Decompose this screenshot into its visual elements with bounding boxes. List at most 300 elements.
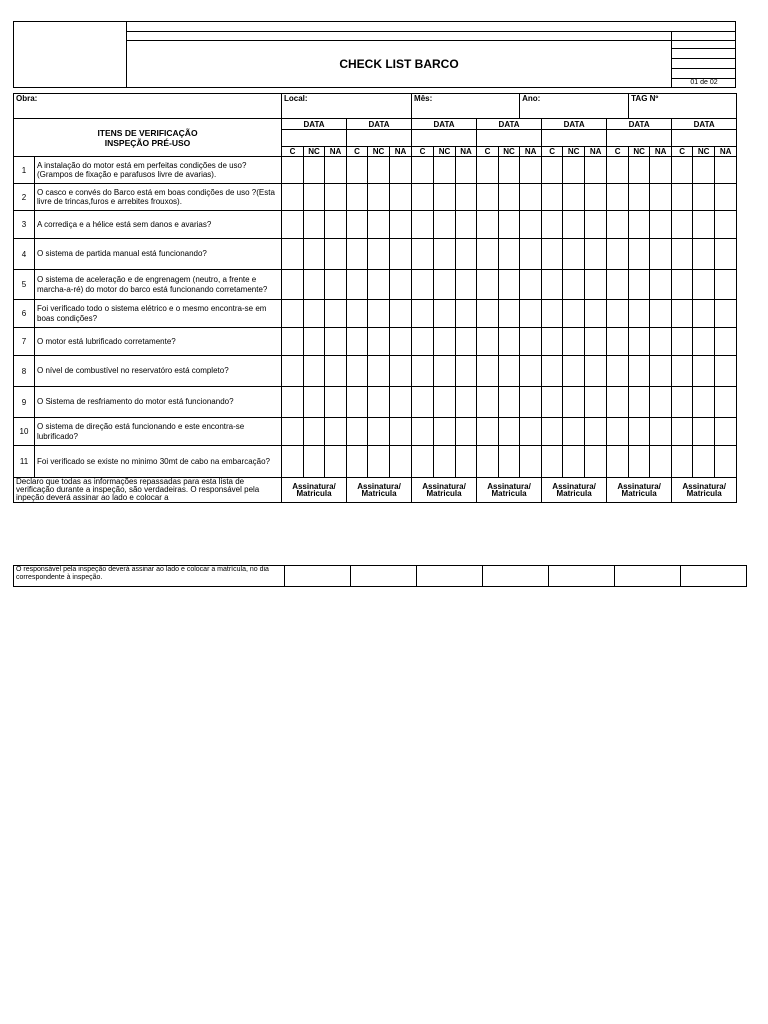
check-cell[interactable] [282,184,304,211]
check-cell[interactable] [499,356,520,387]
check-cell[interactable] [693,418,715,446]
check-cell[interactable] [542,270,563,300]
check-cell[interactable] [325,270,347,300]
col-label-c: C [412,147,434,157]
item-text: O motor está lubrificado corretamente? [35,328,282,356]
field-mes: Mês: [412,94,520,119]
signature-field[interactable] [285,566,351,587]
check-cell[interactable] [563,184,585,211]
check-cell[interactable] [304,270,325,300]
check-cell[interactable] [456,270,477,300]
check-cell[interactable] [304,157,325,184]
check-cell[interactable] [499,446,520,478]
check-cell[interactable] [693,211,715,239]
check-cell[interactable] [347,211,368,239]
check-cell[interactable] [477,446,499,478]
check-cell[interactable] [347,184,368,211]
check-cell[interactable] [412,239,434,270]
check-cell[interactable] [347,356,368,387]
check-cell[interactable] [325,328,347,356]
check-cell[interactable] [368,356,390,387]
check-cell[interactable] [672,211,693,239]
check-cell[interactable] [585,270,607,300]
check-cell[interactable] [368,157,390,184]
col-label-c: C [282,147,304,157]
header-line [127,31,736,32]
check-cell[interactable] [520,184,542,211]
check-cell[interactable] [412,446,434,478]
col-label-na: NA [390,147,412,157]
date-input[interactable] [282,130,347,147]
check-cell[interactable] [456,418,477,446]
check-cell[interactable] [325,157,347,184]
check-cell[interactable] [390,157,412,184]
check-cell[interactable] [434,328,456,356]
check-cell[interactable] [650,446,672,478]
field-ano: Ano: [520,94,629,119]
item-row [14,300,737,328]
document-title: CHECK LIST BARCO [339,57,459,71]
check-cell[interactable] [304,418,325,446]
check-cell[interactable] [282,211,304,239]
check-cell[interactable] [390,328,412,356]
date-input[interactable] [672,130,737,147]
check-cell[interactable] [607,211,629,239]
check-cell[interactable] [629,184,650,211]
check-cell[interactable] [629,356,650,387]
check-cell[interactable] [693,184,715,211]
check-cell[interactable] [585,356,607,387]
check-cell[interactable] [585,387,607,418]
check-cell[interactable] [499,328,520,356]
check-cell[interactable] [629,446,650,478]
check-cell[interactable] [368,184,390,211]
check-cell[interactable] [585,184,607,211]
col-label-nc: NC [693,147,715,157]
check-cell[interactable] [650,418,672,446]
check-cell[interactable] [325,356,347,387]
date-label: DATA [412,119,477,130]
date-label: DATA [607,119,672,130]
check-cell[interactable] [499,184,520,211]
check-cell[interactable] [607,446,629,478]
item-text: O casco e convés do Barco está em boas condições de uso ?(Esta livre de trincas,furos e arrebites frouxos). [35,184,282,211]
check-cell[interactable] [715,184,737,211]
check-cell[interactable] [434,157,456,184]
check-cell[interactable] [477,328,499,356]
check-cell[interactable] [715,157,737,184]
item-text: O sistema de aceleração e de engrenagem (neutro, a frente e marcha-a-ré) do motor do barco está funcionando corretamente? [35,270,282,300]
check-cell[interactable] [434,446,456,478]
check-cell[interactable] [672,239,693,270]
check-cell[interactable] [347,300,368,328]
check-cell[interactable] [304,239,325,270]
check-cell[interactable] [456,328,477,356]
item-row [14,270,737,300]
header-line [672,68,736,69]
check-cell[interactable] [499,270,520,300]
col-label-na: NA [520,147,542,157]
check-cell[interactable] [390,270,412,300]
check-cell[interactable] [325,184,347,211]
check-cell[interactable] [368,239,390,270]
check-cell[interactable] [607,300,629,328]
col-label-na: NA [715,147,737,157]
signature-field[interactable] [351,566,417,587]
check-cell[interactable] [520,387,542,418]
check-cell[interactable] [499,387,520,418]
check-cell[interactable] [368,387,390,418]
check-cell[interactable] [347,270,368,300]
check-cell[interactable] [499,211,520,239]
check-cell[interactable] [325,239,347,270]
check-cell[interactable] [563,211,585,239]
check-cell[interactable] [368,211,390,239]
check-cell[interactable] [715,418,737,446]
check-cell[interactable] [542,239,563,270]
date-label: DATA [542,119,607,130]
date-input[interactable] [477,130,542,147]
check-cell[interactable] [368,418,390,446]
check-cell[interactable] [542,387,563,418]
check-cell[interactable] [542,356,563,387]
check-cell[interactable] [368,270,390,300]
check-cell[interactable] [456,300,477,328]
check-cell[interactable] [672,356,693,387]
check-cell[interactable] [693,446,715,478]
check-cell[interactable] [629,328,650,356]
signature-field[interactable] [615,566,681,587]
check-cell[interactable] [672,446,693,478]
check-cell[interactable] [715,300,737,328]
item-text: O Sistema de resfriamento do motor está funcionando? [35,387,282,418]
check-cell[interactable] [607,239,629,270]
check-cell[interactable] [390,184,412,211]
item-text: O nível de combustível no reservatóro está completo? [35,356,282,387]
col-label-c: C [477,147,499,157]
check-cell[interactable] [456,356,477,387]
check-cell[interactable] [542,211,563,239]
check-cell[interactable] [304,300,325,328]
check-cell[interactable] [456,446,477,478]
check-cell[interactable] [715,211,737,239]
check-cell[interactable] [715,328,737,356]
check-cell[interactable] [499,157,520,184]
check-cell[interactable] [456,184,477,211]
date-input[interactable] [347,130,412,147]
check-cell[interactable] [434,184,456,211]
check-cell[interactable] [477,418,499,446]
item-row [14,446,737,478]
check-cell[interactable] [282,239,304,270]
check-cell[interactable] [412,270,434,300]
check-cell[interactable] [607,356,629,387]
check-cell[interactable] [477,239,499,270]
item-number: 5 [14,270,35,300]
logo-area [13,21,127,88]
check-cell[interactable] [693,328,715,356]
check-cell[interactable] [304,446,325,478]
check-cell[interactable] [477,211,499,239]
check-cell[interactable] [477,387,499,418]
field-tag: TAG Nº [629,94,737,119]
check-cell[interactable] [672,300,693,328]
check-cell[interactable] [542,328,563,356]
check-cell[interactable] [607,387,629,418]
check-cell[interactable] [368,446,390,478]
check-cell[interactable] [477,300,499,328]
check-cell[interactable] [650,328,672,356]
signature-label: Assinatura/ Matricula [347,478,412,503]
check-cell[interactable] [650,387,672,418]
check-cell[interactable] [542,418,563,446]
check-cell[interactable] [563,418,585,446]
check-cell[interactable] [585,446,607,478]
check-cell[interactable] [542,300,563,328]
check-cell[interactable] [715,446,737,478]
signature-field[interactable] [483,566,549,587]
check-cell[interactable] [520,211,542,239]
check-cell[interactable] [456,387,477,418]
check-cell[interactable] [585,239,607,270]
check-cell[interactable] [607,328,629,356]
check-cell[interactable] [390,356,412,387]
check-cell[interactable] [412,300,434,328]
check-cell[interactable] [520,157,542,184]
check-cell[interactable] [629,211,650,239]
check-cell[interactable] [390,239,412,270]
check-cell[interactable] [282,157,304,184]
check-cell[interactable] [715,387,737,418]
check-cell[interactable] [434,211,456,239]
item-text: O sistema de partida manual está funcionando? [35,239,282,270]
check-cell[interactable] [477,157,499,184]
check-cell[interactable] [585,157,607,184]
check-cell[interactable] [390,387,412,418]
check-cell[interactable] [672,328,693,356]
check-cell[interactable] [390,418,412,446]
check-cell[interactable] [715,356,737,387]
check-cell[interactable] [650,239,672,270]
check-cell[interactable] [325,211,347,239]
check-cell[interactable] [477,356,499,387]
item-row [14,184,737,211]
check-cell[interactable] [434,270,456,300]
check-cell[interactable] [412,184,434,211]
check-cell[interactable] [563,328,585,356]
signature-label: Assinatura/ Matricula [672,478,737,503]
check-cell[interactable] [672,270,693,300]
check-cell[interactable] [499,239,520,270]
signature-label: Assinatura/ Matricula [542,478,607,503]
date-input[interactable] [542,130,607,147]
check-cell[interactable] [629,387,650,418]
check-cell[interactable] [282,356,304,387]
check-cell[interactable] [347,157,368,184]
check-cell[interactable] [542,446,563,478]
check-cell[interactable] [715,270,737,300]
check-cell[interactable] [347,418,368,446]
check-cell[interactable] [412,356,434,387]
check-cell[interactable] [412,387,434,418]
check-cell[interactable] [629,239,650,270]
item-row [14,157,737,184]
check-cell[interactable] [456,239,477,270]
check-cell[interactable] [585,328,607,356]
check-cell[interactable] [672,157,693,184]
col-label-c: C [607,147,629,157]
check-cell[interactable] [563,157,585,184]
check-cell[interactable] [650,211,672,239]
check-cell[interactable] [542,157,563,184]
check-cell[interactable] [650,300,672,328]
check-cell[interactable] [607,184,629,211]
signature-label: Assinatura/ Matricula [607,478,672,503]
field-obra: Obra: [14,94,282,119]
check-cell[interactable] [304,328,325,356]
check-cell[interactable] [434,387,456,418]
col-label-c: C [542,147,563,157]
item-text: O sistema de direção está funcionando e este encontra-se lubrificado? [35,418,282,446]
check-cell[interactable] [520,239,542,270]
check-cell[interactable] [434,356,456,387]
check-cell[interactable] [693,157,715,184]
check-cell[interactable] [390,446,412,478]
check-cell[interactable] [368,328,390,356]
check-cell[interactable] [390,211,412,239]
check-cell[interactable] [650,356,672,387]
check-cell[interactable] [347,239,368,270]
check-cell[interactable] [650,270,672,300]
check-cell[interactable] [412,328,434,356]
check-cell[interactable] [520,300,542,328]
check-cell[interactable] [715,239,737,270]
check-cell[interactable] [585,300,607,328]
check-cell[interactable] [520,446,542,478]
check-cell[interactable] [563,239,585,270]
check-cell[interactable] [325,446,347,478]
signature-label: Assinatura/ Matricula [477,478,542,503]
date-label: DATA [672,119,737,130]
item-number: 3 [14,211,35,239]
check-cell[interactable] [563,270,585,300]
check-cell[interactable] [672,184,693,211]
header-line [672,58,736,59]
check-cell[interactable] [412,211,434,239]
check-cell[interactable] [412,157,434,184]
check-cell[interactable] [520,328,542,356]
check-cell[interactable] [563,387,585,418]
date-input[interactable] [607,130,672,147]
check-cell[interactable] [477,270,499,300]
check-cell[interactable] [282,446,304,478]
header-line [127,40,736,41]
check-cell[interactable] [282,418,304,446]
check-cell[interactable] [282,270,304,300]
check-cell[interactable] [499,300,520,328]
check-cell[interactable] [282,300,304,328]
item-number: 9 [14,387,35,418]
item-text: A corrediça e a hélice está sem danos e avarias? [35,211,282,239]
check-cell[interactable] [629,418,650,446]
check-cell[interactable] [499,418,520,446]
page-number: 01 de 02 [690,79,718,86]
check-cell[interactable] [563,356,585,387]
check-cell[interactable] [607,418,629,446]
check-cell[interactable] [325,418,347,446]
declaration-footer [13,565,736,587]
check-cell[interactable] [693,270,715,300]
item-number: 10 [14,418,35,446]
check-cell[interactable] [693,300,715,328]
check-cell[interactable] [347,387,368,418]
signature-field[interactable] [681,566,747,587]
check-cell[interactable] [650,184,672,211]
check-cell[interactable] [304,184,325,211]
check-cell[interactable] [607,270,629,300]
check-cell[interactable] [304,356,325,387]
check-cell[interactable] [456,157,477,184]
check-cell[interactable] [650,157,672,184]
check-cell[interactable] [629,157,650,184]
check-cell[interactable] [412,418,434,446]
check-cell[interactable] [347,328,368,356]
check-cell[interactable] [325,387,347,418]
check-cell[interactable] [434,239,456,270]
signature-field[interactable] [417,566,483,587]
check-cell[interactable] [520,418,542,446]
item-text: A instalação do motor está em perfeitas condições de uso? (Grampos de fixação e parafusos livre de avarias). [35,157,282,184]
check-cell[interactable] [607,157,629,184]
col-label-c: C [672,147,693,157]
check-cell[interactable] [542,184,563,211]
signature-field[interactable] [549,566,615,587]
check-cell[interactable] [456,211,477,239]
check-cell[interactable] [672,418,693,446]
check-cell[interactable] [520,356,542,387]
col-label-nc: NC [499,147,520,157]
check-cell[interactable] [672,387,693,418]
check-cell[interactable] [304,211,325,239]
check-cell[interactable] [282,387,304,418]
check-cell[interactable] [434,418,456,446]
date-label: DATA [347,119,412,130]
check-cell[interactable] [304,387,325,418]
item-number: 1 [14,157,35,184]
check-cell[interactable] [563,300,585,328]
check-cell[interactable] [477,184,499,211]
check-cell[interactable] [629,270,650,300]
check-cell[interactable] [693,356,715,387]
check-cell[interactable] [325,300,347,328]
check-cell[interactable] [693,387,715,418]
check-cell[interactable] [347,446,368,478]
col-label-na: NA [585,147,607,157]
col-label-nc: NC [629,147,650,157]
date-input[interactable] [412,130,477,147]
check-cell[interactable] [563,446,585,478]
check-cell[interactable] [520,270,542,300]
check-cell[interactable] [585,211,607,239]
check-cell[interactable] [585,418,607,446]
section-title: ITENS DE VERIFICAÇÃO [97,127,198,138]
check-cell[interactable] [390,300,412,328]
check-cell[interactable] [368,300,390,328]
check-cell[interactable] [282,328,304,356]
check-cell[interactable] [629,300,650,328]
check-cell[interactable] [693,239,715,270]
check-cell[interactable] [434,300,456,328]
